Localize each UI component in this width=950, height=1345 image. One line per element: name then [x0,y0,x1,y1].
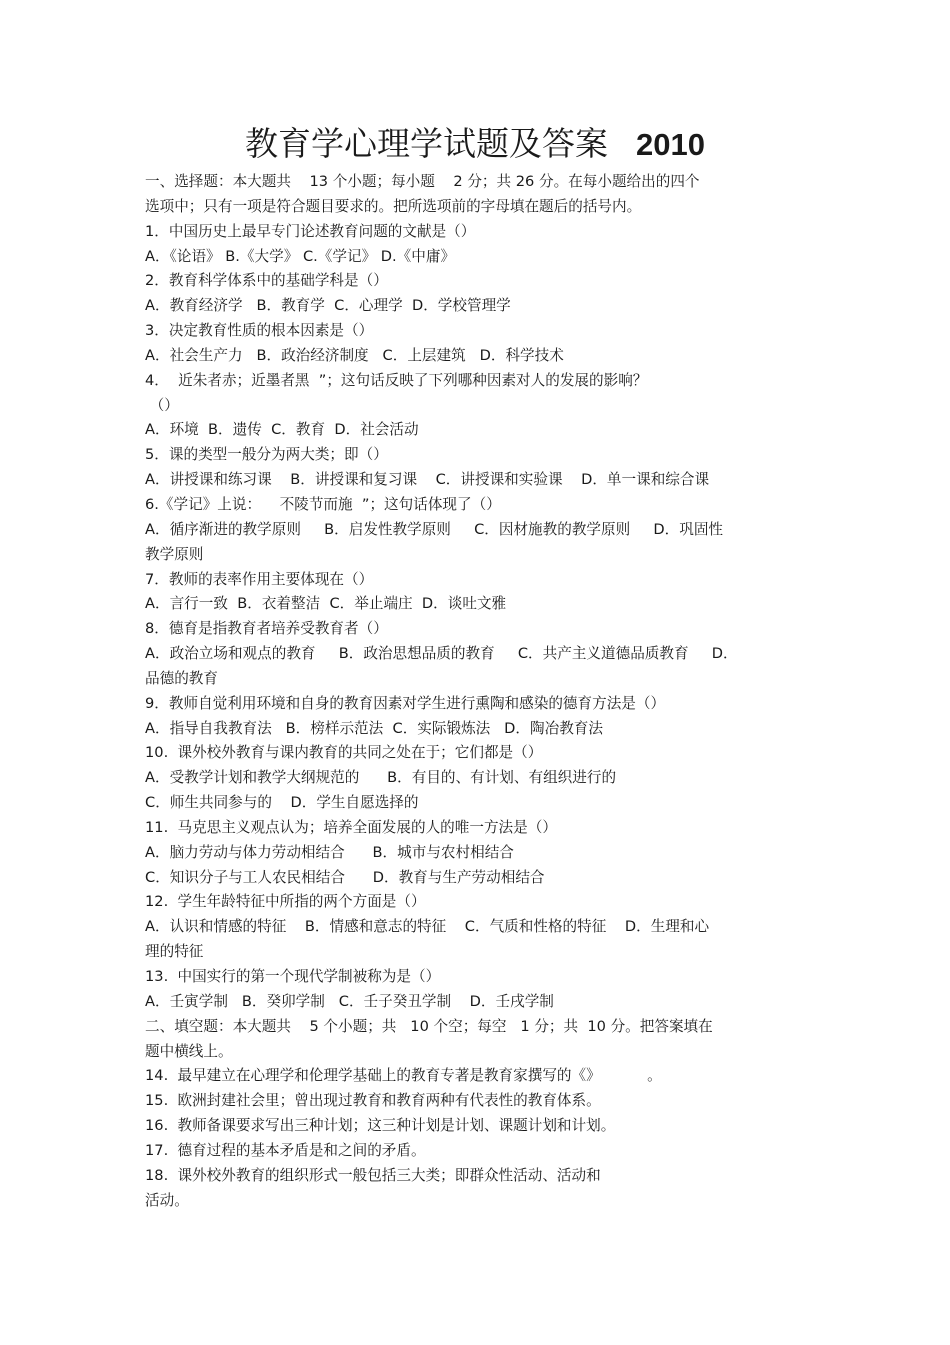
title-text: 教育学心理学试题及答案 [245,124,609,163]
text-line: A．《论语》 B.《大学》 C.《学记》 D.《中庸》 [145,247,456,265]
text-line: A．讲授课和练习课 B．讲授课和复习课 C．讲授课和实验课 D．单一课和综合课 [145,471,710,489]
text-line: A．社会生产力 B．政治经济制度 C．上层建筑 D．科学技术 [145,346,564,364]
text-line: 17. 德育过程的基本矛盾是和之间的矛盾。 [145,1141,426,1159]
text-line: A．循序渐进的教学原则 B．启发性教学原则 C．因材施教的教学原则 D．巩固性 [145,520,724,538]
text-line: A．壬寅学制 B．癸卯学制 C．壬子癸丑学制 D．壬戌学制 [145,992,554,1010]
document-body [145,170,805,1213]
text-line: （） [145,396,179,414]
text-line: A．言行一致 B．衣着整洁 C．举止端庄 D．谈吐文雅 [145,595,507,613]
text-line: 7．教师的表率作用主要体现在（） [145,570,374,588]
text-line: 9．教师自觉利用环境和自身的教育因素对学生进行熏陶和感染的德育方法是（） [145,694,666,712]
text-line: 13. 中国实行的第一个现代学制被称为是（） [145,968,441,985]
text-line: 题中横线上。 [145,1042,233,1060]
text-line: 理的特征 [145,943,204,961]
text-line: 教学原则 [145,545,204,563]
text-line: 二、填空题：本大题共 5 个小题；共 10 个空；每空 1 分；共 10 分。把答案填在 [145,1017,713,1035]
text-line: 12. 学生年龄特征中所指的两个方面是（） [145,893,426,911]
text-line: 5．课的类型一般分为两大类；即（） [145,446,388,464]
text-line: A．环境 B．遗传 C．教育 D．社会活动 [145,421,419,439]
text-line: 品德的教育 [145,669,218,687]
text-line: A．受教学计划和教学大纲规范的 B．有目的、有计划、有组织进行的 [145,769,617,787]
text-line: 14. 最早建立在心理学和伦理学基础上的教育专著是教育家撰写的《》 。 [145,1067,662,1085]
text-line: 1．中国历史上最早专门论述教育问题的文献是（） [145,222,476,240]
text-line: A．指导自我教育法 B．榜样示范法 C．实际锻炼法 D．陶冶教育法 [145,719,603,737]
text-line: 11. 马克思主义观点认为；培养全面发展的人的唯一方法是（） [145,818,557,836]
text-line: 活动。 [145,1191,189,1209]
text-line: 一、选择题：本大题共 13 个小题；每小题 2 分；共 26 分。在每小题给出的四个 [145,173,700,190]
text-line: 8．德育是指教育者培养受教育者（） [145,620,388,638]
text-line: A．政治立场和观点的教育 B．政治思想品质的教育 C．共产主义道德品质教育 D． [145,645,738,663]
text-line: 3．决定教育性质的根本因素是（） [145,322,374,340]
text-line: A．认识和情感的特征 B．情感和意志的特征 C．气质和性格的特征 D．生理和心 [145,918,710,936]
text-line: 选项中；只有一项是符合题目要求的。把所选项前的字母填在题后的括号内。 [145,197,642,215]
text-line: C．师生共同参与的 D．学生自愿选择的 [145,794,419,812]
title-year: 2010 [636,127,705,162]
text-line: 10. 课外校外教育与课内教育的共同之处在于；它们都是（） [145,744,543,762]
text-line: 16. 教师备课要求写出三种计划；这三种计划是计划、课题计划和计划。 [145,1117,616,1135]
text-line: A．教育经济学 B．教育学 C．心理学 D．学校管理学 [145,297,511,315]
text-line: 4． 近朱者赤；近墨者黑 ”；这句话反映了下列哪种因素对人的发展的影响？ [145,371,648,389]
text-line: 2．教育科学体系中的基础学科是（） [145,272,388,290]
text-line: 15. 欧洲封建社会里；曾出现过教育和教育两种有代表性的教育体系。 [145,1092,601,1110]
text-line: A．脑力劳动与体力劳动相结合 B．城市与农村相结合 [145,843,514,861]
text-line: 18. 课外校外教育的组织形式一般包括三大类；即群众性活动、活动和 [145,1166,601,1184]
text-line: C．知识分子与工人农民相结合 D．教育与生产劳动相结合 [145,868,545,886]
text-line: 6.《学记》上说： 不陵节而施 ”；这句话体现了（） [145,495,501,513]
page-title [0,122,950,167]
